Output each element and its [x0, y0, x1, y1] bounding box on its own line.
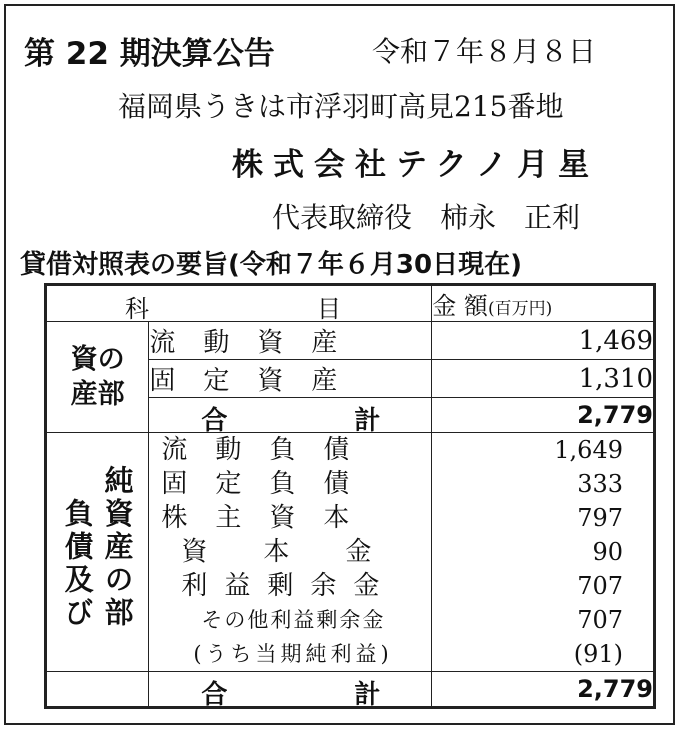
list-item: 利益剰余金	[181, 571, 397, 601]
total-label-left: 合	[201, 680, 228, 710]
row-value: 1,310	[578, 363, 653, 394]
header-item-left: 科	[125, 295, 149, 323]
row-label: 固定資産	[149, 366, 366, 396]
company-name: 株式会社テクノ月星	[232, 147, 600, 183]
header-item-right: 目	[317, 295, 341, 323]
list-item: (うち当期純利益)	[193, 642, 393, 666]
table-header-row	[46, 285, 655, 322]
row-value: 1,649	[554, 436, 623, 464]
assets-total-value: 2,779	[577, 401, 653, 429]
row-value: 707	[577, 606, 623, 634]
row-label: 流動資産	[149, 328, 366, 358]
balance-sheet-subtitle: 貸借対照表の要旨(令和７年６月30日現在)	[20, 250, 522, 280]
list-item: その他利益剰余金	[201, 608, 386, 632]
header-amount: 金 額	[432, 292, 488, 320]
table-row	[46, 322, 655, 360]
row-value: 90	[592, 538, 623, 566]
row-value: 333	[577, 470, 623, 498]
liabilities-total-row	[46, 672, 655, 708]
list-item: 資本金	[181, 537, 428, 567]
liabilities-block	[46, 433, 655, 672]
total-label-right: 計	[354, 406, 381, 436]
list-item: 流動負債	[161, 435, 378, 465]
row-value: 797	[577, 504, 623, 532]
representative: 代表取締役 柿永 正利	[272, 201, 581, 234]
row-value: 707	[577, 572, 623, 600]
total-label-right: 計	[354, 680, 381, 710]
liabilities-group-label: 負債及び 純資産の部	[46, 433, 149, 672]
list-item: 固定負債	[161, 469, 378, 499]
company-address: 福岡県うきは市浮羽町高見215番地	[118, 90, 564, 123]
list-item: 株主資本	[161, 503, 378, 533]
notice-date: 令和７年８月８日	[372, 35, 597, 68]
row-value: 1,469	[578, 325, 653, 356]
row-value: (91)	[573, 640, 623, 668]
total-label-left: 合	[201, 406, 228, 436]
header-unit: (百万円)	[487, 299, 553, 319]
header-amount-cell	[432, 285, 655, 322]
notice-title: 第 22 期決算公告	[24, 36, 275, 72]
balance-sheet-table	[44, 283, 656, 709]
assets-group-label: 資の 産部	[46, 322, 149, 433]
liabilities-total-value: 2,779	[577, 675, 653, 703]
